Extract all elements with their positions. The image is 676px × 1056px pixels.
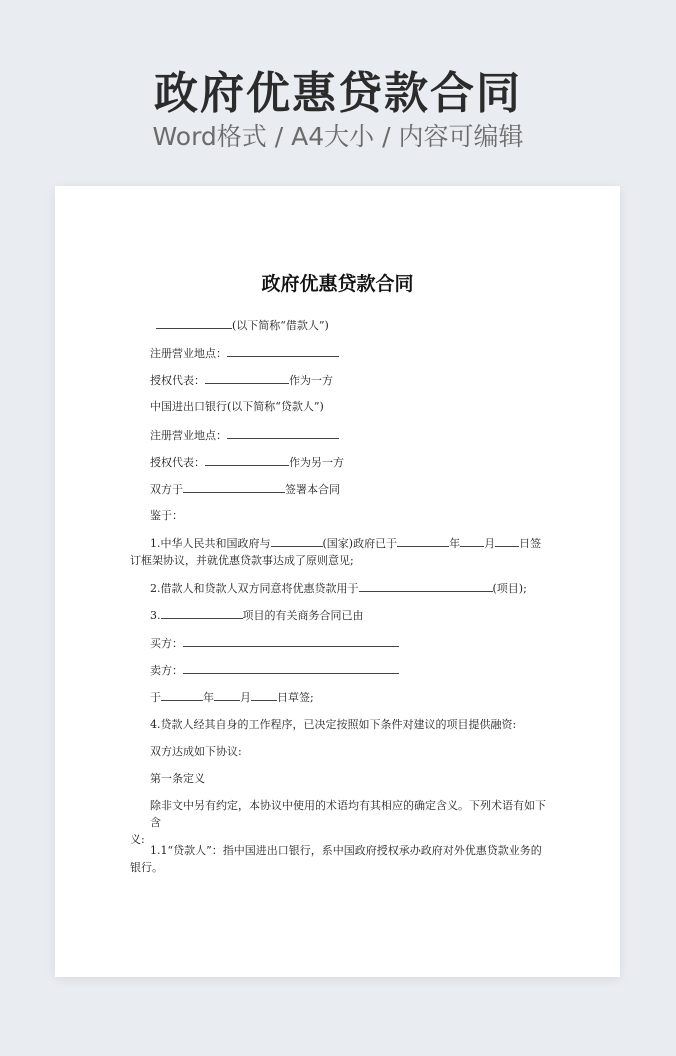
clause2-text-b: (项目);	[492, 582, 527, 595]
clause1-text-a: 1.中华人民共和国政府与	[150, 537, 271, 550]
seller-blank[interactable]	[183, 662, 399, 674]
both-parties-on: 双方于	[150, 483, 183, 496]
borrower-alias: (以下简称“借款人”)	[232, 319, 329, 332]
clause-1	[130, 535, 550, 569]
as-other-party: 作为另一方	[289, 456, 344, 469]
def-1-1-first-line: 1.1“贷款人”：指中国进出口银行，系中国政府授权承办政府对外优惠贷款业务的	[150, 844, 542, 857]
clause1-text-b: (国家)政府已于	[322, 537, 398, 550]
whereas: 鉴于：	[150, 509, 183, 522]
initial-day-blank[interactable]	[251, 689, 277, 701]
definitions-first-line: 除非文中另有约定，本协议中使用的术语均有其相应的确定含义。下列术语有如下含	[150, 799, 546, 829]
bank-address-blank[interactable]	[227, 427, 339, 439]
signing-date-blank[interactable]	[183, 481, 285, 493]
bank-address-line	[150, 427, 550, 443]
clause-2	[150, 580, 550, 596]
buyer-line	[150, 635, 550, 651]
bank-alias: 中国进出口银行(以下简称“贷款人”)	[150, 400, 324, 413]
project-name-blank[interactable]	[161, 607, 243, 619]
def-1-1-continuation: 银行。	[130, 861, 163, 874]
initial-month-blank[interactable]	[214, 689, 240, 701]
signing-line	[150, 481, 550, 497]
borrower-line	[150, 317, 550, 333]
as-one-party: 作为一方	[289, 374, 333, 387]
document-page	[55, 186, 620, 977]
clause3-text-a: 3.	[150, 609, 161, 622]
clause1-continuation: 订框架协议，并就优惠贷款事达成了原则意见;	[130, 554, 354, 567]
banner-title: 政府优惠贷款合同	[154, 68, 522, 119]
banner-subtitle: Word格式 / A4大小 / 内容可编辑	[152, 122, 524, 151]
definitions-continuation: 义:	[130, 833, 145, 846]
sign-contract: 签署本合同	[285, 483, 340, 496]
project-blank[interactable]	[359, 580, 493, 592]
borrower-name-blank[interactable]	[156, 317, 232, 329]
buyer-label: 买方：	[150, 637, 183, 650]
clause3-text-b: 项目的有关商务合同已由	[242, 609, 364, 622]
auth-rep-label-2: 授权代表：	[150, 456, 205, 469]
auth-rep-label-1: 授权代表：	[150, 374, 205, 387]
initial-year-blank[interactable]	[161, 689, 203, 701]
borrower-rep-line	[150, 372, 550, 388]
definitions-paragraph	[130, 797, 550, 848]
clause1-year: 年	[449, 537, 461, 550]
date-month: 月	[240, 691, 251, 704]
clause4-text: 4.贷款人经其自身的工作程序，已决定按照如下条件对建议的项目提供融资:	[150, 718, 517, 731]
clause-4	[150, 717, 550, 732]
document-title: 政府优惠贷款合同	[261, 273, 414, 295]
clause-3	[150, 607, 550, 623]
bank-rep-blank[interactable]	[205, 454, 289, 466]
borrower-rep-blank[interactable]	[205, 372, 289, 384]
clause2-text-a: 2.借款人和贷款人双方同意将优惠贷款用于	[150, 582, 359, 595]
article-1-text: 第一条定义	[150, 772, 205, 785]
seller-label: 卖方：	[150, 664, 183, 677]
whereas-line	[150, 508, 550, 523]
bank-line	[150, 399, 550, 414]
framework-year-blank[interactable]	[397, 535, 449, 547]
reg-address-label-2: 注册营业地点：	[150, 429, 227, 442]
agreement-text: 双方达成如下协议:	[150, 745, 242, 758]
framework-day-blank[interactable]	[495, 535, 519, 547]
article-1-heading	[150, 771, 550, 786]
initial-date-line	[150, 689, 550, 705]
borrower-address-line	[150, 345, 550, 361]
reg-address-label-1: 注册营业地点：	[150, 347, 227, 360]
date-year: 年	[203, 691, 214, 704]
buyer-blank[interactable]	[183, 635, 399, 647]
agreement-line	[150, 744, 550, 759]
definition-1-1	[130, 842, 550, 876]
date-suffix: 日草签;	[277, 691, 314, 704]
bank-rep-line	[150, 454, 550, 470]
clause1-month: 月	[484, 537, 496, 550]
borrower-address-blank[interactable]	[227, 345, 339, 357]
date-prefix: 于	[150, 691, 161, 704]
clause1-day: 日签	[519, 537, 542, 550]
country-blank[interactable]	[271, 535, 323, 547]
framework-month-blank[interactable]	[460, 535, 484, 547]
seller-line	[150, 662, 550, 678]
